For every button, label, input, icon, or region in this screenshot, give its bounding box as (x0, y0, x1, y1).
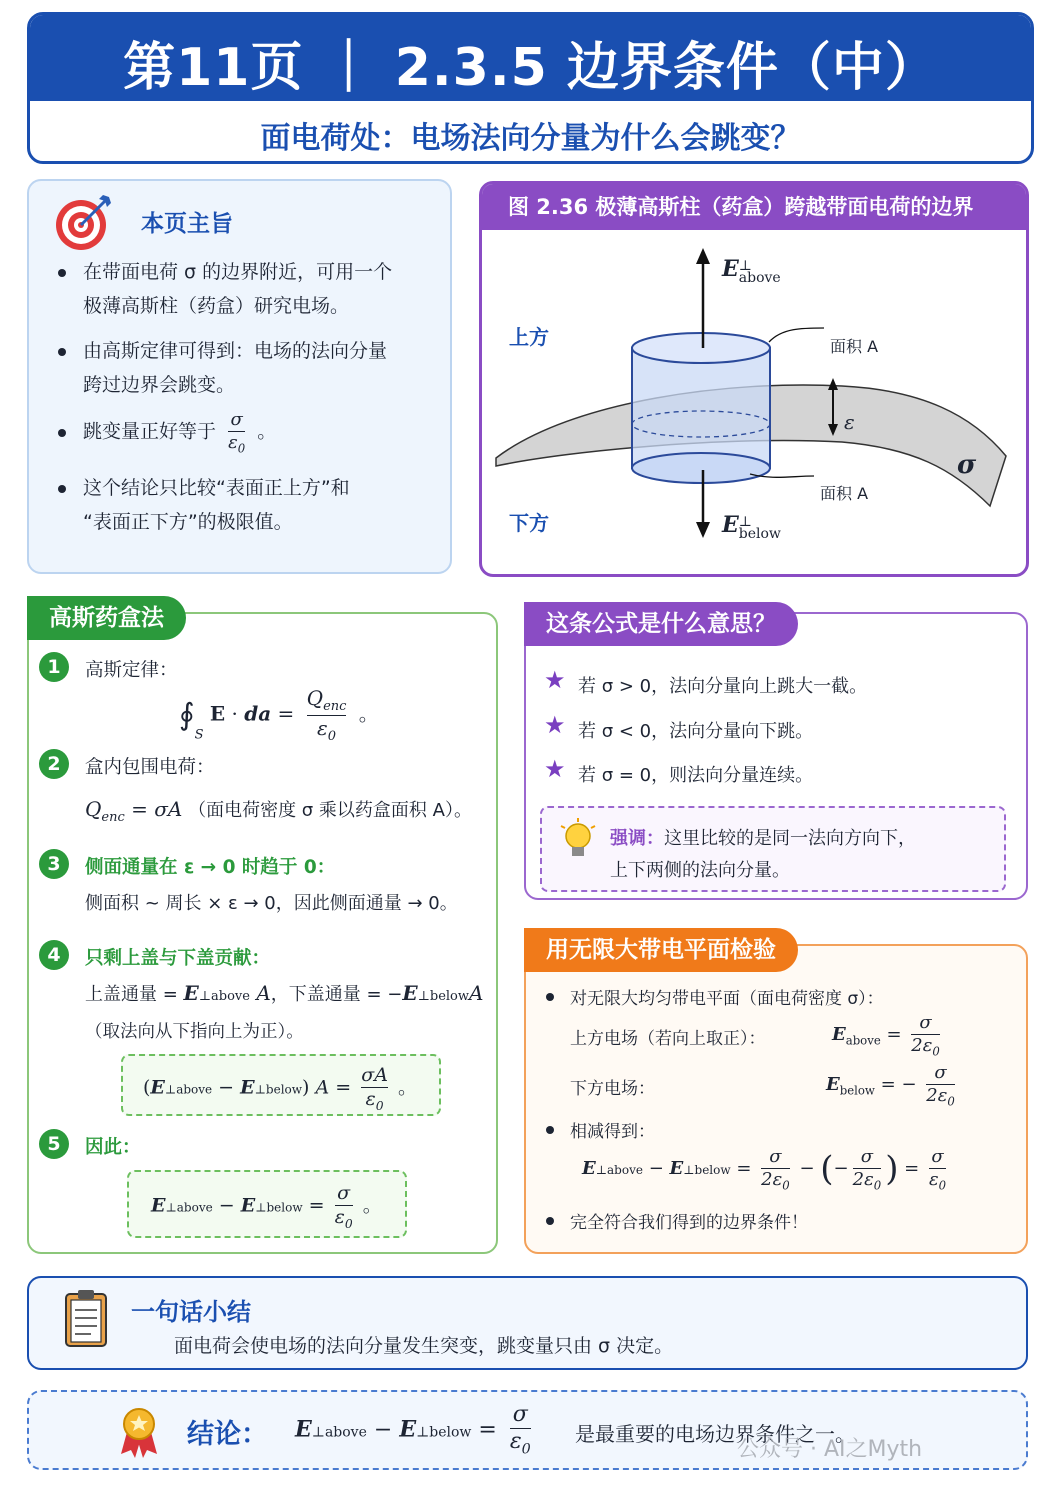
star-icon: ★ (544, 755, 566, 783)
figure-title: 图 2.36 极薄高斯柱（药盒）跨越带面电荷的边界 (482, 184, 1026, 230)
gauss-tag: 高斯药盒法 (27, 596, 186, 640)
e-above-subscript: above (738, 270, 781, 286)
check-bullet-2: 相减得到： (570, 1122, 655, 1142)
check-bullet-1: 对无限大均匀带电平面（面电荷密度 σ）： (570, 989, 884, 1009)
step-4-note: （取法向从下指向上为正）。 (85, 1022, 304, 1042)
star-icon: ★ (544, 666, 566, 694)
lower-flux-label: ，下盖通量 = − (270, 984, 403, 1005)
bullet-dot (546, 1217, 554, 1225)
meaning-panel (524, 612, 1028, 900)
gauss-law-formula: $∮_S$ E · da = $\frac{Q_{enc}}{\varepsilon_0}$ 。 (179, 686, 379, 744)
meaning-tag: 这条公式是什么意思？ (524, 602, 798, 646)
step-3-text: 侧面积 ~ 周长 × ε → 0，因此侧面通量 → 0。 (85, 893, 458, 914)
meaning-item-1: 若 σ > 0，法向分量向上跳大一截。 (578, 676, 868, 697)
target-icon (53, 195, 113, 251)
step-4-fluxes: 上盖通量 = E⊥above A，下盖通量 = −E⊥belowA (85, 981, 484, 1005)
emphasis-label: 强调： (610, 828, 664, 849)
goal-bullet-2 (83, 334, 387, 402)
bullet-dot (58, 485, 66, 493)
goal-bullet-3-text: 跳变量正好等于 (83, 420, 217, 443)
page-subtitle: 面电荷处：电场法向分量为什么会跳变？ (260, 121, 801, 156)
difference-formula: E⊥above − E⊥below = $\frac{\sigma}{2\varepsilon_0}$ − (− $\frac{\sigma}{2\varepsilon_0}$ ) = $\frac{\sigma}{\varepsilon_0}$ (582, 1146, 947, 1193)
thickness-arrowhead-top (828, 378, 838, 390)
goal-bullet-1 (83, 255, 392, 323)
goal-bullet-4-line-2: “表面正下方”的极限值。 (83, 511, 293, 533)
header-title-bar (30, 15, 1031, 101)
goal-bullet-2-line-2: 跨过边界会跳变。 (83, 374, 236, 396)
step-2-formula: $Q_{enc} = \sigma A$ （面电荷密度 σ 乘以药盒面积 A）。 (85, 797, 472, 825)
area-top-leader (769, 328, 824, 342)
figure-panel (479, 181, 1029, 577)
emphasis-text-1: 这里比较的是同一法向方向下， (664, 828, 916, 849)
label-area-bottom: 面积 A (820, 484, 869, 503)
e-below-subscript: below (738, 526, 781, 542)
emphasis-line-2: 上下两侧的法向分量。 (610, 860, 790, 881)
meaning-item-2: 若 σ < 0，法向分量向下跳。 (578, 721, 814, 742)
step-1-badge: 1 (39, 652, 69, 682)
summary-panel (27, 1276, 1028, 1370)
step-4-badge: 4 (39, 940, 69, 970)
goal-bullet-2-line-1: 由高斯定律可得到：电场的法向分量 (83, 340, 388, 362)
goal-bullet-3-end: 。 (257, 420, 277, 443)
step-5-badge: 5 (39, 1129, 69, 1159)
summary-text: 面电荷会使电场的法向分量发生突变，跳变量只由 σ 决定。 (174, 1335, 674, 1357)
step-3-badge: 3 (39, 849, 69, 879)
meaning-item-3: 若 σ = 0，则法向分量连续。 (578, 765, 814, 786)
step-4-result: (E⊥above − E⊥below) A = $\frac{\sigma A}{\varepsilon_0}$ 。 (143, 1064, 417, 1113)
step-5-result: E⊥above − E⊥below = $\frac{\sigma}{\varepsilon_0}$ 。 (151, 1182, 382, 1231)
upper-flux-label: 上盖通量 = (85, 984, 178, 1005)
step-2-title: 盒内包围电荷： (85, 757, 215, 778)
pillbox-top (632, 333, 770, 363)
check-tag: 用无限大带电平面检验 (524, 928, 798, 972)
check-bullet-3: 完全符合我们得到的边界条件！ (570, 1213, 808, 1233)
goal-heading: 本页主旨 (141, 211, 233, 237)
step-4-result-box (121, 1054, 441, 1116)
step-3-title: 侧面通量在 ε → 0 时趋于 0： (85, 857, 336, 878)
conclusion-formula: E⊥above − E⊥below = $\frac{\sigma}{\varepsilon_0}$ (295, 1402, 531, 1458)
lower-field-label: 下方电场： (570, 1079, 655, 1099)
step-2-badge: 2 (39, 749, 69, 779)
conclusion-panel (27, 1390, 1028, 1470)
bullet-dot (58, 348, 66, 356)
step-5-title: 因此： (85, 1137, 141, 1158)
clipboard-icon (63, 1288, 109, 1348)
sigma-over-eps0: $\frac{\sigma}{\varepsilon_0}$ (228, 409, 246, 456)
upper-field-label: 上方电场（若向上取正）： (570, 1029, 766, 1049)
conclusion-text: 是最重要的电场边界条件之一。 (575, 1422, 855, 1446)
summary-heading: 一句话小结 (131, 1298, 251, 1326)
label-sigma: σ (957, 450, 977, 480)
step-1-title: 高斯定律： (85, 660, 178, 681)
bullet-dot (58, 429, 66, 437)
goal-panel (27, 179, 452, 574)
label-area-top: 面积 A (830, 337, 879, 356)
bullet-dot (58, 269, 66, 277)
upper-field-formula: $E_{above}$ = $\frac{\sigma}{2\varepsilon_0}$ (832, 1012, 940, 1059)
pillbox-side (632, 348, 770, 468)
page-title: 第11页 ｜ 2.3.5 边界条件（中） (123, 38, 938, 98)
label-epsilon: ε (844, 410, 855, 434)
step-2-text: （面电荷密度 σ 乘以药盒面积 A）。 (188, 800, 472, 821)
bullet-dot (546, 993, 554, 1001)
step-5-result-box (127, 1170, 407, 1238)
conclusion-label: 结论： (187, 1419, 268, 1450)
goal-bullet-1-line-2: 极薄高斯柱（药盒）研究电场。 (83, 295, 350, 317)
gauss-pillbox-panel (27, 605, 498, 1254)
goal-bullet-1-line-1: 在带面电荷 σ 的边界附近，可用一个 (83, 261, 393, 283)
label-below: 下方 (509, 511, 549, 535)
label-e-below: E ⊥ below (722, 512, 781, 542)
lightbulb-icon (558, 818, 598, 868)
e-below-arrowhead (696, 522, 710, 538)
page-header (27, 12, 1034, 164)
e-above-arrowhead (696, 248, 710, 264)
goal-bullet-4 (83, 471, 350, 539)
watermark: 公众号 · AI之Myth (737, 1437, 923, 1462)
bullet-dot (546, 1126, 554, 1134)
lower-field-formula: $E_{below}$ = − $\frac{\sigma}{2\varepsilon_0}$ (826, 1062, 955, 1109)
pillbox-bottom (632, 453, 770, 483)
step-4-title: 只剩上盖与下盖贡献： (85, 948, 271, 969)
medal-icon (119, 1406, 159, 1458)
goal-bullet-3 (83, 409, 276, 455)
goal-bullet-4-line-1: 这个结论只比较“表面正上方”和 (83, 477, 350, 499)
emphasis-box (540, 806, 1006, 892)
star-icon: ★ (544, 711, 566, 739)
label-e-above: E ⊥ above (722, 256, 781, 286)
infinite-plane-check-panel (524, 937, 1028, 1254)
label-above: 上方 (509, 325, 549, 349)
emphasis-line-1 (610, 824, 916, 850)
